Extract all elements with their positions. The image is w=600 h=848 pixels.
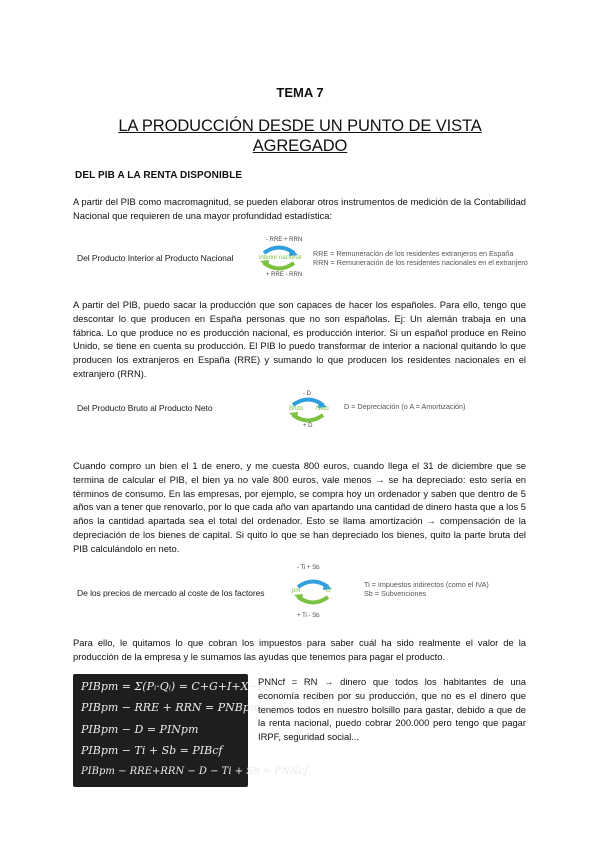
diagram1-legend bbox=[313, 249, 528, 267]
diagram1-left: interior bbox=[259, 255, 278, 261]
diagram2-right: Neto bbox=[316, 406, 329, 412]
paragraph-depreciacion: Cuando compro un bien el 1 de enero, y me cuesta 800 euros, cuando llega el 31 de diciembre que se termina de calcular el PIB, el bien ya no vale 800 euros, vale menos → se ha depreciado: esto sería en términos de consumo. En las empresas, por ejemplo, se compra hoy un ordenador y saben que dentro de 5 años van a tener que renovarlo, por lo que cada año van apartando una cantidad de dinero hasta que a los 5 años la cantidad apartada sea el total del ordenador. Esto se llama amortización → compensación de la depreciación de los bienes de capital. Si quito lo que se han depreciado los bienes, quito la parte bruta del PIB calculándolo en neto. bbox=[73, 460, 526, 554]
diagram1-bottom: + RRE - RRN bbox=[266, 272, 303, 278]
diagram1-legend-rrn: RRN = Remuneración de los residentes nacionales en el extranjero bbox=[313, 258, 528, 267]
diagram3-bottom: + Ti - Sb bbox=[297, 613, 320, 619]
diagram3-legend-ti: Ti = Impuestos indirectos (como el IVA) bbox=[364, 580, 489, 589]
paragraph-intro: A partir del PIB como macromagnitud, se pueden elaborar otros instrumentos de medición de la Contabilidad Nacional que requieren de una mayor profundidad estadística: bbox=[73, 196, 526, 221]
diagram1-right: nacional bbox=[279, 255, 302, 261]
diagram3-right: cf bbox=[326, 588, 331, 594]
section-heading: DEL PIB A LA RENTA DISPONIBLE bbox=[75, 170, 243, 181]
chalk-line-5: PIBpm − RRE+RRN − D − Ti + Sb = PNNcf bbox=[81, 766, 308, 777]
diagram1-top: - RRE + RRN bbox=[266, 237, 303, 243]
diagram3-legend-sb: Sb = Subvenciones bbox=[364, 589, 427, 598]
diagram3-top: - Ti + Sb bbox=[297, 565, 320, 571]
diagram2-left: Bruto bbox=[289, 406, 304, 412]
chalk-line-4: PIBpm − Ti + Sb = PIBcf bbox=[81, 744, 223, 757]
diagram1-label: Del Producto Interior al Producto Nacional bbox=[77, 253, 234, 263]
diagram1-legend-rre: RRE = Remuneración de los residentes extranjeros en España bbox=[313, 249, 514, 258]
chalkboard-image bbox=[73, 674, 308, 787]
diagram2-top: - D bbox=[303, 391, 311, 397]
chalk-line-1: PIBpm = Σ(Pᵢ·Qᵢ) = C+G+I+X−M bbox=[81, 680, 269, 693]
chalk-line-2: PIBpm − RRE + RRN = PNBpm bbox=[81, 701, 261, 714]
paragraph-pnncf: PNNcf = RN → dinero que todos los habitantes de una economía reciben por su producción, que no es el dinero que tenemos todos en nuestro bolsillo para gastar, debido a que de la renta nacional, puedo cobrar 200.000 pero tengo que pagar IRPF, seguridad social... bbox=[258, 676, 526, 743]
diagram2-legend bbox=[344, 402, 465, 411]
title-line-1: LA PRODUCCIÓN DESDE UN PUNTO DE VISTA bbox=[118, 117, 482, 135]
diagram2-bottom: + D bbox=[303, 423, 313, 429]
title-line-2: AGREGADO bbox=[252, 137, 348, 155]
diagram2-label: Del Producto Bruto al Producto Neto bbox=[77, 403, 213, 413]
diagram2-legend-d: D = Depreciación (o A = Amortización) bbox=[344, 402, 466, 411]
chalk-line-3: PIBpm − D = PINpm bbox=[81, 723, 199, 736]
document-title bbox=[60, 116, 540, 156]
diagram3-legend bbox=[364, 580, 489, 598]
diagram3-left: pm bbox=[292, 588, 301, 594]
paragraph-interior-nacional: A partir del PIB, puedo sacar la producción que son capaces de hacer los españoles. Para ello, tengo que descontar lo que producen en España personas que no son españolas. Ej: Un alemán trabaja en una fábrica. Lo que produce no es producción nacional, es producción interior. Si un español produce en Reino Unido, se tiene en cuenta su producción. El PIB lo puedo transformar de interior a nacional quitando lo que producen los extranjeros en España (RRE) y sumando lo que producen los residentes nacionales en el extranjero (RRN). bbox=[73, 299, 526, 379]
paragraph-impuestos: Para ello, le quitamos lo que cobran los impuestos para saber cuál ha sido realmente el valor de la producción de la empresa y le sumamos las ayudas que tenemos para pagar el producto. bbox=[73, 637, 526, 662]
tema-heading: TEMA 7 bbox=[276, 85, 324, 100]
diagram3-label: De los precios de mercado al coste de los factores bbox=[77, 588, 265, 598]
